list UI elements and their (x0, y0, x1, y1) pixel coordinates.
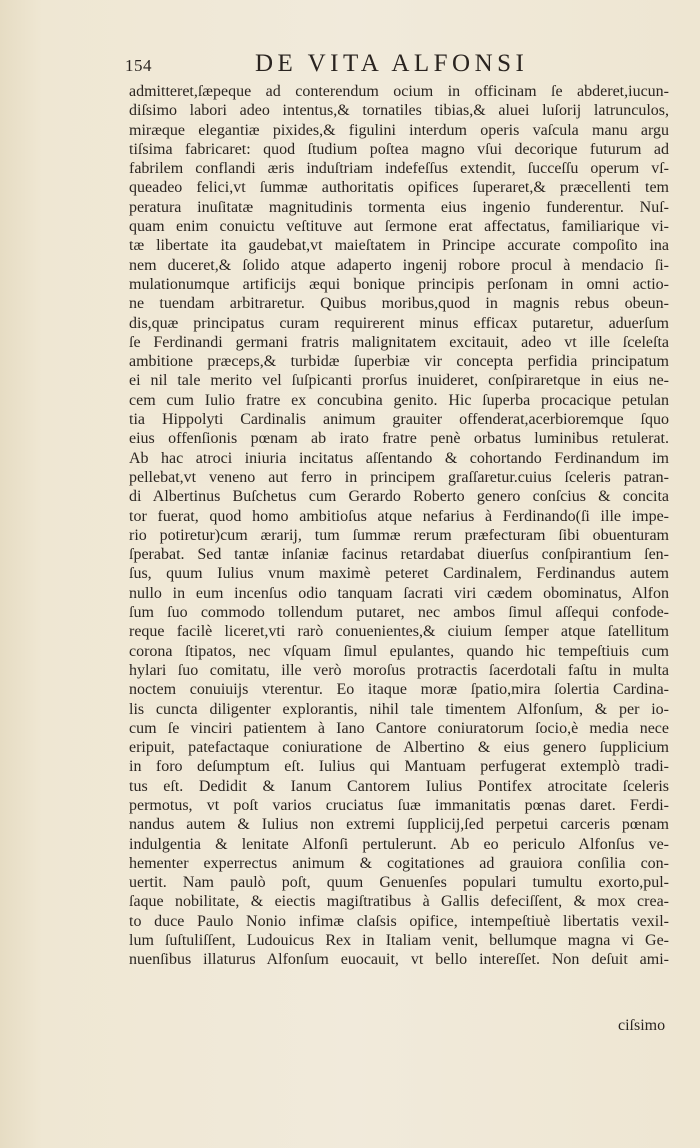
text-line: admitteret,ſæpeque ad conterendum ocium in officinam ſe abderet,iucun- (129, 83, 669, 100)
text-line: noctem conuiuijs vterentur. Eo itaque moræ ſpatio,mira ſolertia Cardina- (129, 681, 669, 699)
text-line: pellebat,vt veneno aut ferro in principem graſſaretur.cuius ſceleris patran- (129, 468, 669, 486)
text-line: miræque elegantiæ pixides,& figulini interdum operis vaſcula manu argu (129, 121, 669, 139)
text-line: queadeo felici,vt ſummæ authoritatis opifices ſuperaret,& præcellenti tem (129, 179, 669, 197)
text-line: nullo in eum incenſus odio tanquam ſacrati viri cædem obominatus, Alfon (129, 584, 669, 602)
page-header (125, 50, 685, 80)
text-line: lum ſuſtuliſſent, Ludouicus Rex in Italiam venit, bellumque magna vi Ge- (129, 932, 669, 950)
text-line: lis cuncta diligenter explorantis, nihil tale timentem Alfonſum, & per io- (129, 700, 669, 718)
text-line: tor fuerat, quod homo ambitioſus atque nefarius à Ferdinando(ſi ille impe- (129, 507, 669, 525)
text-line: permotus, vt poſt varios cruciatus ſuæ immanitatis pœnas daret. Ferdi- (129, 796, 669, 814)
text-line: tus eſt. Dedidit & Ianum Cantorem Iulius Pontifex atrocitate ſceleris (129, 777, 669, 795)
text-line: tæ libertate ita gaudebat,vt maieſtatem in Principe accurate compoſito ina (129, 237, 669, 255)
text-line: di Albertinus Buſchetus cum Gerardo Roberto genero conſcius & concita (129, 488, 669, 506)
text-line: peratura inuſitatæ magnitudinis tormenta eius ingenio funderentur. Nuſ- (129, 198, 669, 216)
catchword: ciſsimo (618, 1017, 666, 1034)
page-number: 154 (125, 56, 152, 75)
text-line: hementer experrectus animum & cogitationes ad grauiora conſilia con- (129, 854, 669, 872)
text-line: tia Hippolyti Cardinalis animum grauiter offenderat,acerbioremque ſquo (129, 411, 669, 429)
text-line: ſaque nobilitate, & eiectis magiſtratibus à Gallis defeciſſent, & mox crea- (129, 893, 669, 911)
text-line: ſus, quum Iulius vnum maximè peteret Cardinalem, Ferdinandus autem (129, 565, 669, 583)
text-line: indulgentia & lenitate Alfonſi pertulerunt. Ab eo periculo Alfonſus ve- (129, 835, 669, 853)
text-line: hylari ſuo comitatu, ille verò moroſus protractis ſacerdotali faſtu in multa (129, 661, 669, 679)
text-line: ſe Ferdinandi germani fratris malignitatem excitauit, adeo vt ille ſceleſta (129, 333, 669, 351)
text-line: reque facilè liceret,vti rarò conuenientes,& ciuium ſemper atque ſatellitum (129, 623, 669, 641)
text-line: diſsimo labori adeo intentus,& tornatiles tibias,& aluei luſorij latrunculos, (129, 102, 669, 120)
text-line: ſperabat. Sed tantæ inſaniæ facinus retardabat diuerſus conſpirantium ſen- (129, 546, 669, 564)
text-line: mulationumque artificijs æqui bonique principis perſonam in omni actio- (129, 275, 669, 293)
text-line: nuenſibus illaturus Alfonſum euocauit, vt bello intereſſet. Non deſuit ami- (129, 951, 669, 969)
body-text (129, 82, 669, 970)
text-line: dis,quæ principatus curam requirerent minus efficax putaretur, aduerſum (129, 314, 669, 332)
text-line: fabrilem conflandi æris induſtriam indefeſſus extendit, ſucceſſu operum vſ- (129, 160, 669, 178)
text-line: cum ſe vinciri patientem à Iano Cantore coniuratorum ſocio,è media nece (129, 719, 669, 737)
text-line: cem cum Iulio fratre ex concubina genito. Hic ſuperba procacique petulan (129, 391, 669, 409)
text-line: uertit. Nam paulò poſt, quum Genuenſes populari tumultu exorto,pul- (129, 874, 669, 892)
text-line: Ab hac atroci iniuria incitatus aſſentando & cohortando Ferdinandum im (129, 449, 669, 467)
text-line: eripuit, patefactaque coniuratione de Albertino & eius genero ſupplicium (129, 739, 669, 757)
text-line: corona ſtipatos, nec vſquam ſimul epulantes, quando hic tempeſtiuis cum (129, 642, 669, 660)
running-title: DE VITA ALFONSI (255, 50, 529, 77)
text-line: ambitione præceps,& turbidæ ſuperbiæ vir concepta perfidia principatum (129, 353, 669, 371)
text-line: tiſsima fabricaret: quod ſtudium poſtea magno vſui decorique futurum ad (129, 140, 669, 158)
text-line: rio potiretur)cum ærarij, tum ſummæ rerum præfecturam ſibi obuenturam (129, 526, 669, 544)
text-line: to duce Paulo Nonio infimæ claſsis opifice, intempeſtiuè libertatis vexil- (129, 912, 669, 930)
text-line: ne tuendam arbitraretur. Quibus moribus,quod in magnis rebus obeun- (129, 295, 669, 313)
text-line: quam enim conuictu veſtituve aut ſermone erat affectatus, familiarique vi- (129, 218, 669, 236)
text-line: nandus autem & Iulius non extremi ſupplicij,ſed perpetui carceris pœnam (129, 816, 669, 834)
text-line: nem duceret,& ſolido atque adaperto ingenij robore procul à mendacio ſi- (129, 256, 669, 274)
text-line: ſum ſuo commodo tollendum putaret, nec ambos ſimul aſſequi confode- (129, 604, 669, 622)
text-line: ei nil tale merito vel ſuſpicanti prorſus inuideret, conſpiraretque in eius ne- (129, 372, 669, 390)
text-line: in foro deſumptum eſt. Iulius qui Mantuam perfugerat extemplò tradi- (129, 758, 669, 776)
text-line: eius offenſionis pœnam ab irato fratre penè orbatus luminibus retulerat. (129, 430, 669, 448)
